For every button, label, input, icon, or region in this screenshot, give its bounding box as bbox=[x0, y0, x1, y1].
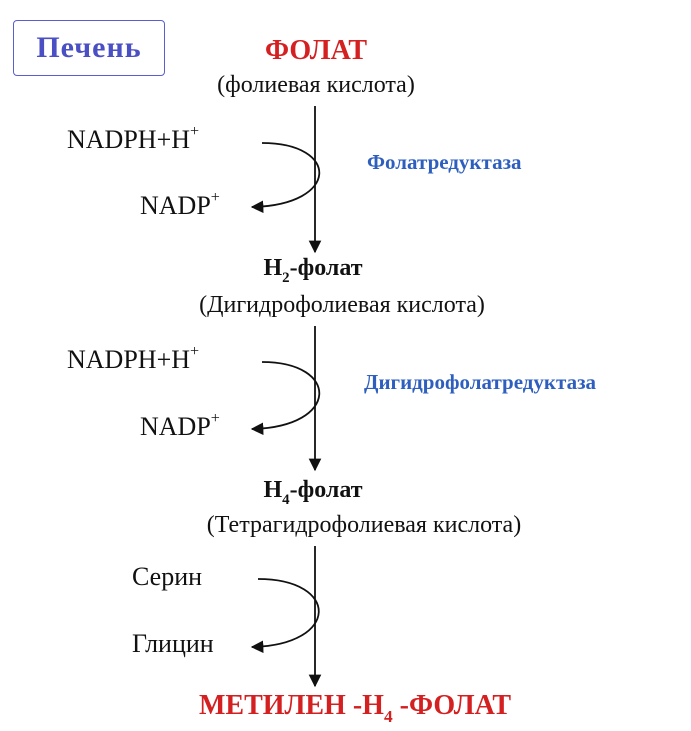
step1-cofactor-in: NADPH+H+ bbox=[67, 122, 200, 154]
step2-side-arrow bbox=[252, 362, 319, 429]
step3-substrate-in: Серин bbox=[132, 562, 203, 591]
step1-side-arrow bbox=[252, 143, 319, 207]
step1-cofactor-out: NADP+ bbox=[140, 188, 220, 220]
folate-title: ФОЛАТ bbox=[264, 35, 368, 66]
enzyme-folate-reductase: Фолатредуктаза bbox=[367, 150, 522, 174]
folate-description: (фолиевая кислота) bbox=[217, 72, 415, 98]
h4-folate-description: (Тетрагидрофолиевая кислота) bbox=[206, 512, 522, 538]
product-title: МЕТИЛЕН $-H_4$ -ФОЛАТ bbox=[198, 690, 512, 727]
organ-label: Печень bbox=[36, 31, 142, 64]
h2-folate-title: $H_2$-фолат bbox=[263, 255, 363, 287]
h2-folate-description: (Дигидрофолиевая кислота) bbox=[199, 292, 485, 318]
step3-side-arrow bbox=[252, 579, 319, 647]
enzyme-dihydrofolate-reductase: Дигидрофолатредуктаза bbox=[364, 370, 597, 394]
step2-cofactor-in: NADPH+H+ bbox=[67, 342, 200, 374]
step3-substrate-out: Глицин bbox=[132, 629, 214, 658]
step2-cofactor-out: NADP+ bbox=[140, 409, 220, 441]
h4-folate-title: $H_4$-фолат bbox=[263, 477, 363, 509]
